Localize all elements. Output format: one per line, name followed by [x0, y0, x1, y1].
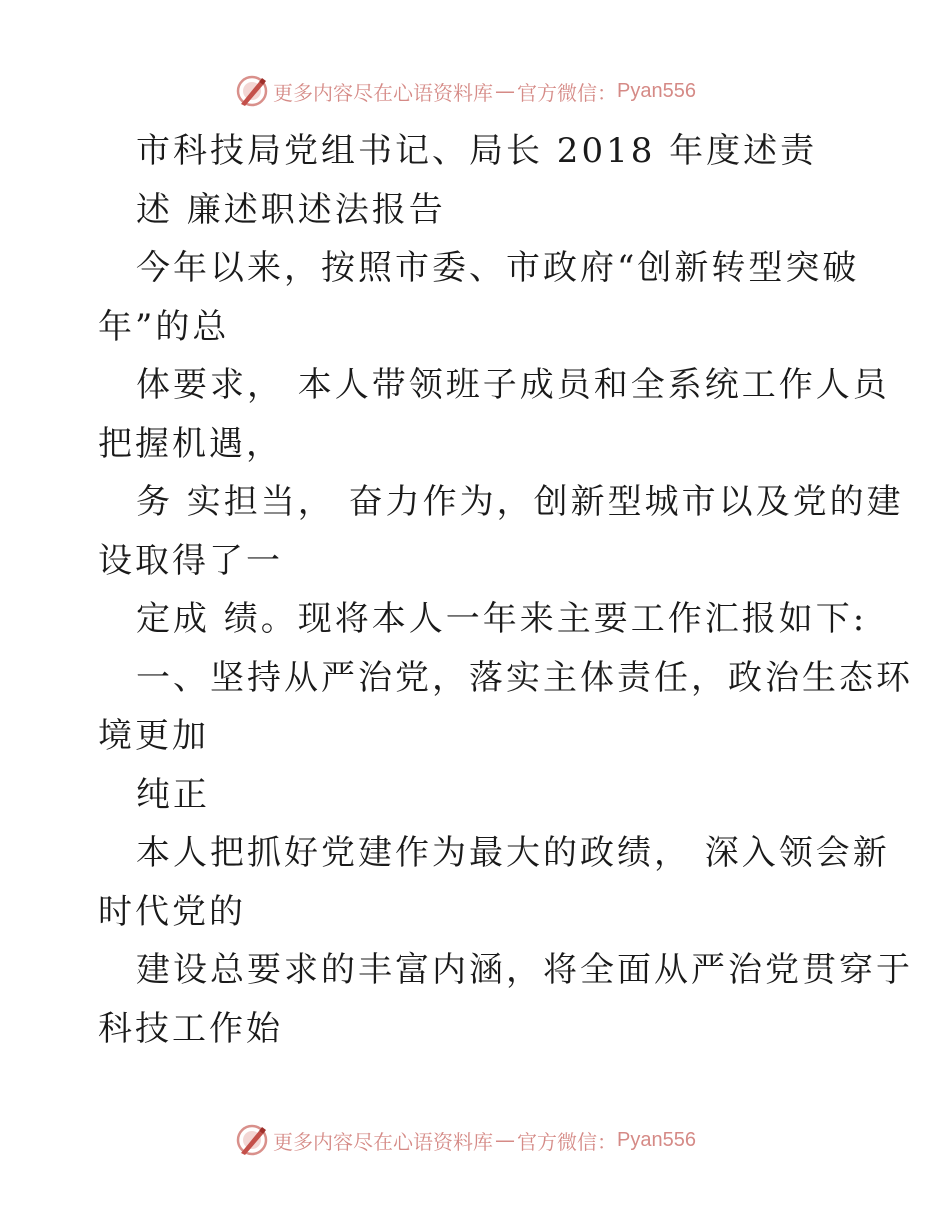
paragraph-line: 科技工作始 [98, 1008, 283, 1049]
pen-logo-icon [235, 74, 269, 108]
watermark-handle: Pyan556 [617, 1128, 696, 1151]
section-heading-line: 一、坚持从严治党，落实主体责任，政治生态环 [136, 657, 913, 698]
title-line-2: 述 廉述职述法报告 [136, 189, 446, 230]
paragraph-line: 建设总要求的丰富内涵，将全面从严治党贯穿于 [136, 950, 913, 990]
paragraph-line: 今年以来，按照市委、市政府“创新转型突破 [136, 248, 860, 288]
title-line-1: 市科技局党组书记、局长 2018 年度述责 [136, 131, 818, 171]
paragraph-line: 定成 绩。现将本人一年来主要工作汇报如下: [136, 599, 868, 639]
watermark-dash: — [495, 1128, 515, 1152]
watermark-brand-text: 更多内容尽在心语资料库 [273, 1129, 493, 1154]
pen-logo-icon [235, 1123, 269, 1157]
section-heading-line: 纯正 [136, 774, 210, 815]
paragraph-line: 体要求， 本人带领班子成员和全系统工作人员 [136, 365, 890, 405]
document-body [98, 122, 913, 1058]
watermark-banner-bottom [235, 1122, 696, 1158]
paragraph-line: 务 实担当， 奋力作为，创新型城市以及党的建 [136, 482, 904, 522]
section-heading-line: 境更加 [98, 716, 209, 756]
watermark-brand-text: 更多内容尽在心语资料库 [273, 80, 493, 105]
paragraph-line: 年”的总 [98, 306, 230, 347]
paragraph-line: 本人把抓好党建作为最大的政绩， 深入领会新 [136, 833, 890, 873]
watermark-official-label: 官方微信： [517, 80, 617, 105]
paragraph-line: 时代党的 [98, 891, 246, 932]
watermark-handle: Pyan556 [617, 79, 696, 102]
paragraph-line: 设取得了一 [98, 540, 283, 581]
watermark-dash: — [495, 79, 515, 103]
paragraph-line: 把握机遇， [98, 423, 283, 464]
watermark-banner-top [235, 73, 696, 109]
watermark-official-label: 官方微信： [517, 1129, 617, 1154]
